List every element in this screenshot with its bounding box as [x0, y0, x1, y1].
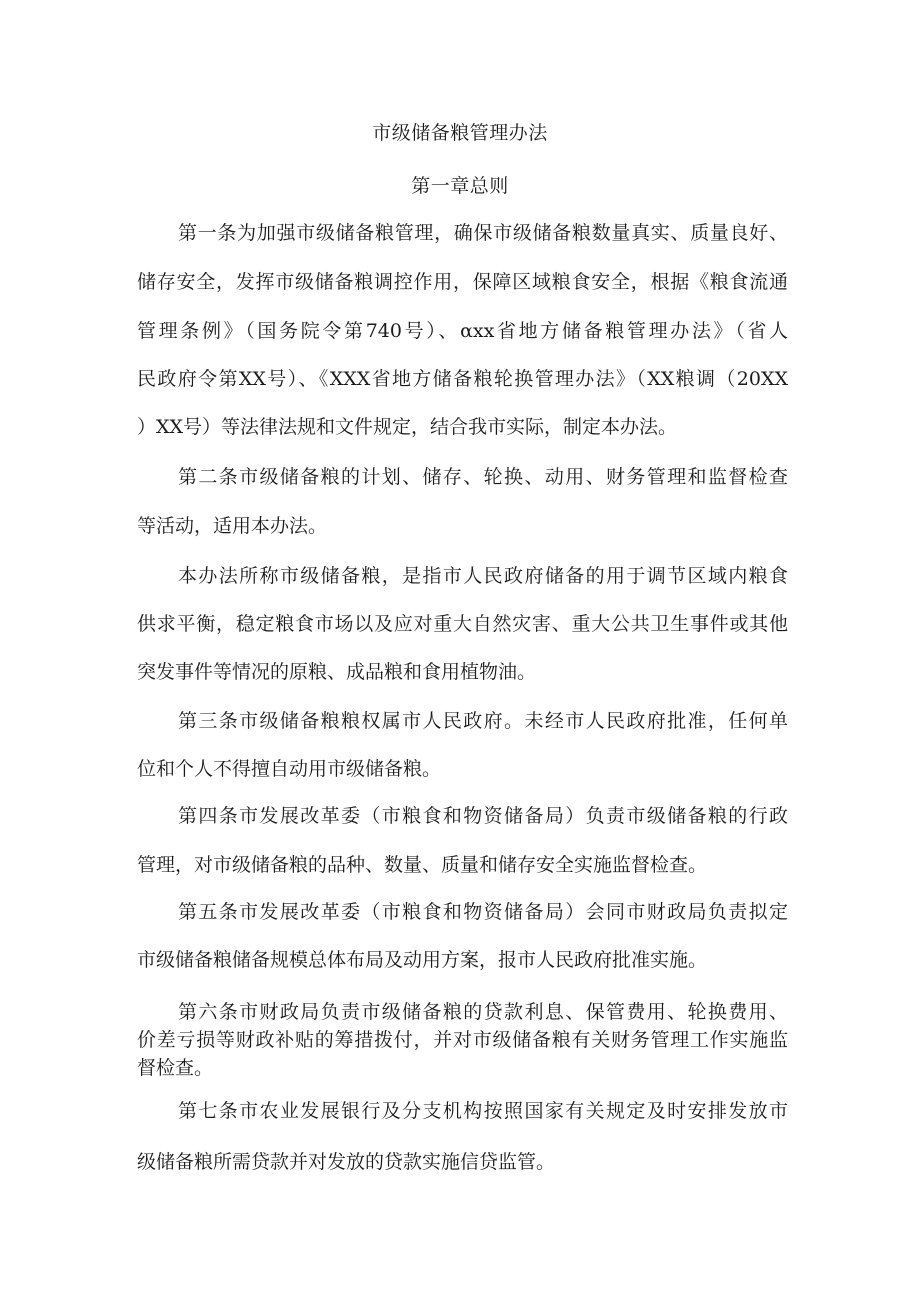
article-2-line-2: 等活动，适用本办法。 [137, 515, 328, 537]
document-title: 市级储备粮管理办法 [372, 122, 548, 144]
article-2-line-1: 第二条市级储备粮的计划、储存、轮换、动用、财务管理和监督检查 [178, 466, 788, 488]
definition-line-2: 供求平衡，稳定粮食市场以及应对重大自然灾害、重大公共卫生事件或其他 [137, 613, 788, 635]
article-5-line-2: 市级储备粮储备规模总体布局及动用方案，报市人民政府批准实施。 [137, 949, 708, 971]
definition-line-1: 本办法所称市级储备粮，是指市人民政府储备的用于调节区域内粮食 [178, 565, 788, 587]
article-5-line-1: 第五条市发展改革委（市粮食和物资储备局）会同市财政局负责拟定 [178, 901, 788, 923]
definition-line-3: 突发事件等情况的原粮、成品粮和食用植物油。 [137, 661, 537, 683]
article-7-line-2: 级储备粮所需贷款并对发放的贷款实施信贷监管。 [137, 1151, 556, 1173]
article-1-line-5: ）XX号）等法律法规和文件规定，结合我市实际，制定本办法。 [137, 416, 678, 438]
article-6-line-1: 第六条市财政局负责市级储备粮的贷款利息、保管费用、轮换费用、 [178, 1001, 788, 1023]
article-4-line-2: 管理，对市级储备粮的品种、数量、质量和储存安全实施监督检查。 [137, 854, 708, 876]
article-4-line-1: 第四条市发展改革委（市粮食和物资储备局）负责市级储备粮的行政 [178, 805, 788, 827]
article-3-line-2: 位和个人不得擅自动用市级储备粮。 [137, 758, 442, 780]
article-6-line-2: 价差亏损等财政补贴的筹措拨付，并对市级储备粮有关财务管理工作实施监 [137, 1029, 788, 1051]
chapter-heading: 第一章总则 [411, 175, 509, 197]
article-1-line-4: 民政府令第XX号）、《XXX省地方储备粮轮换管理办法》（XX粮调（20XX [137, 368, 788, 390]
article-6-line-3: 督检查。 [137, 1057, 214, 1079]
article-1-line-3: 管理条例》（国务院令第740号）、αxx省地方储备粮管理办法》（省人 [137, 320, 788, 342]
article-7-line-1: 第七条市农业发展银行及分支机构按照国家有关规定及时安排发放市 [178, 1100, 788, 1122]
article-3-line-1: 第三条市级储备粮粮权属市人民政府。未经市人民政府批准，任何单 [178, 710, 788, 732]
article-1-line-1: 第一条为加强市级储备粮管理，确保市级储备粮数量真实、质量良好、 [178, 222, 788, 244]
article-1-line-2: 储存安全，发挥市级储备粮调控作用，保障区域粮食安全，根据《粮食流通 [137, 271, 788, 293]
